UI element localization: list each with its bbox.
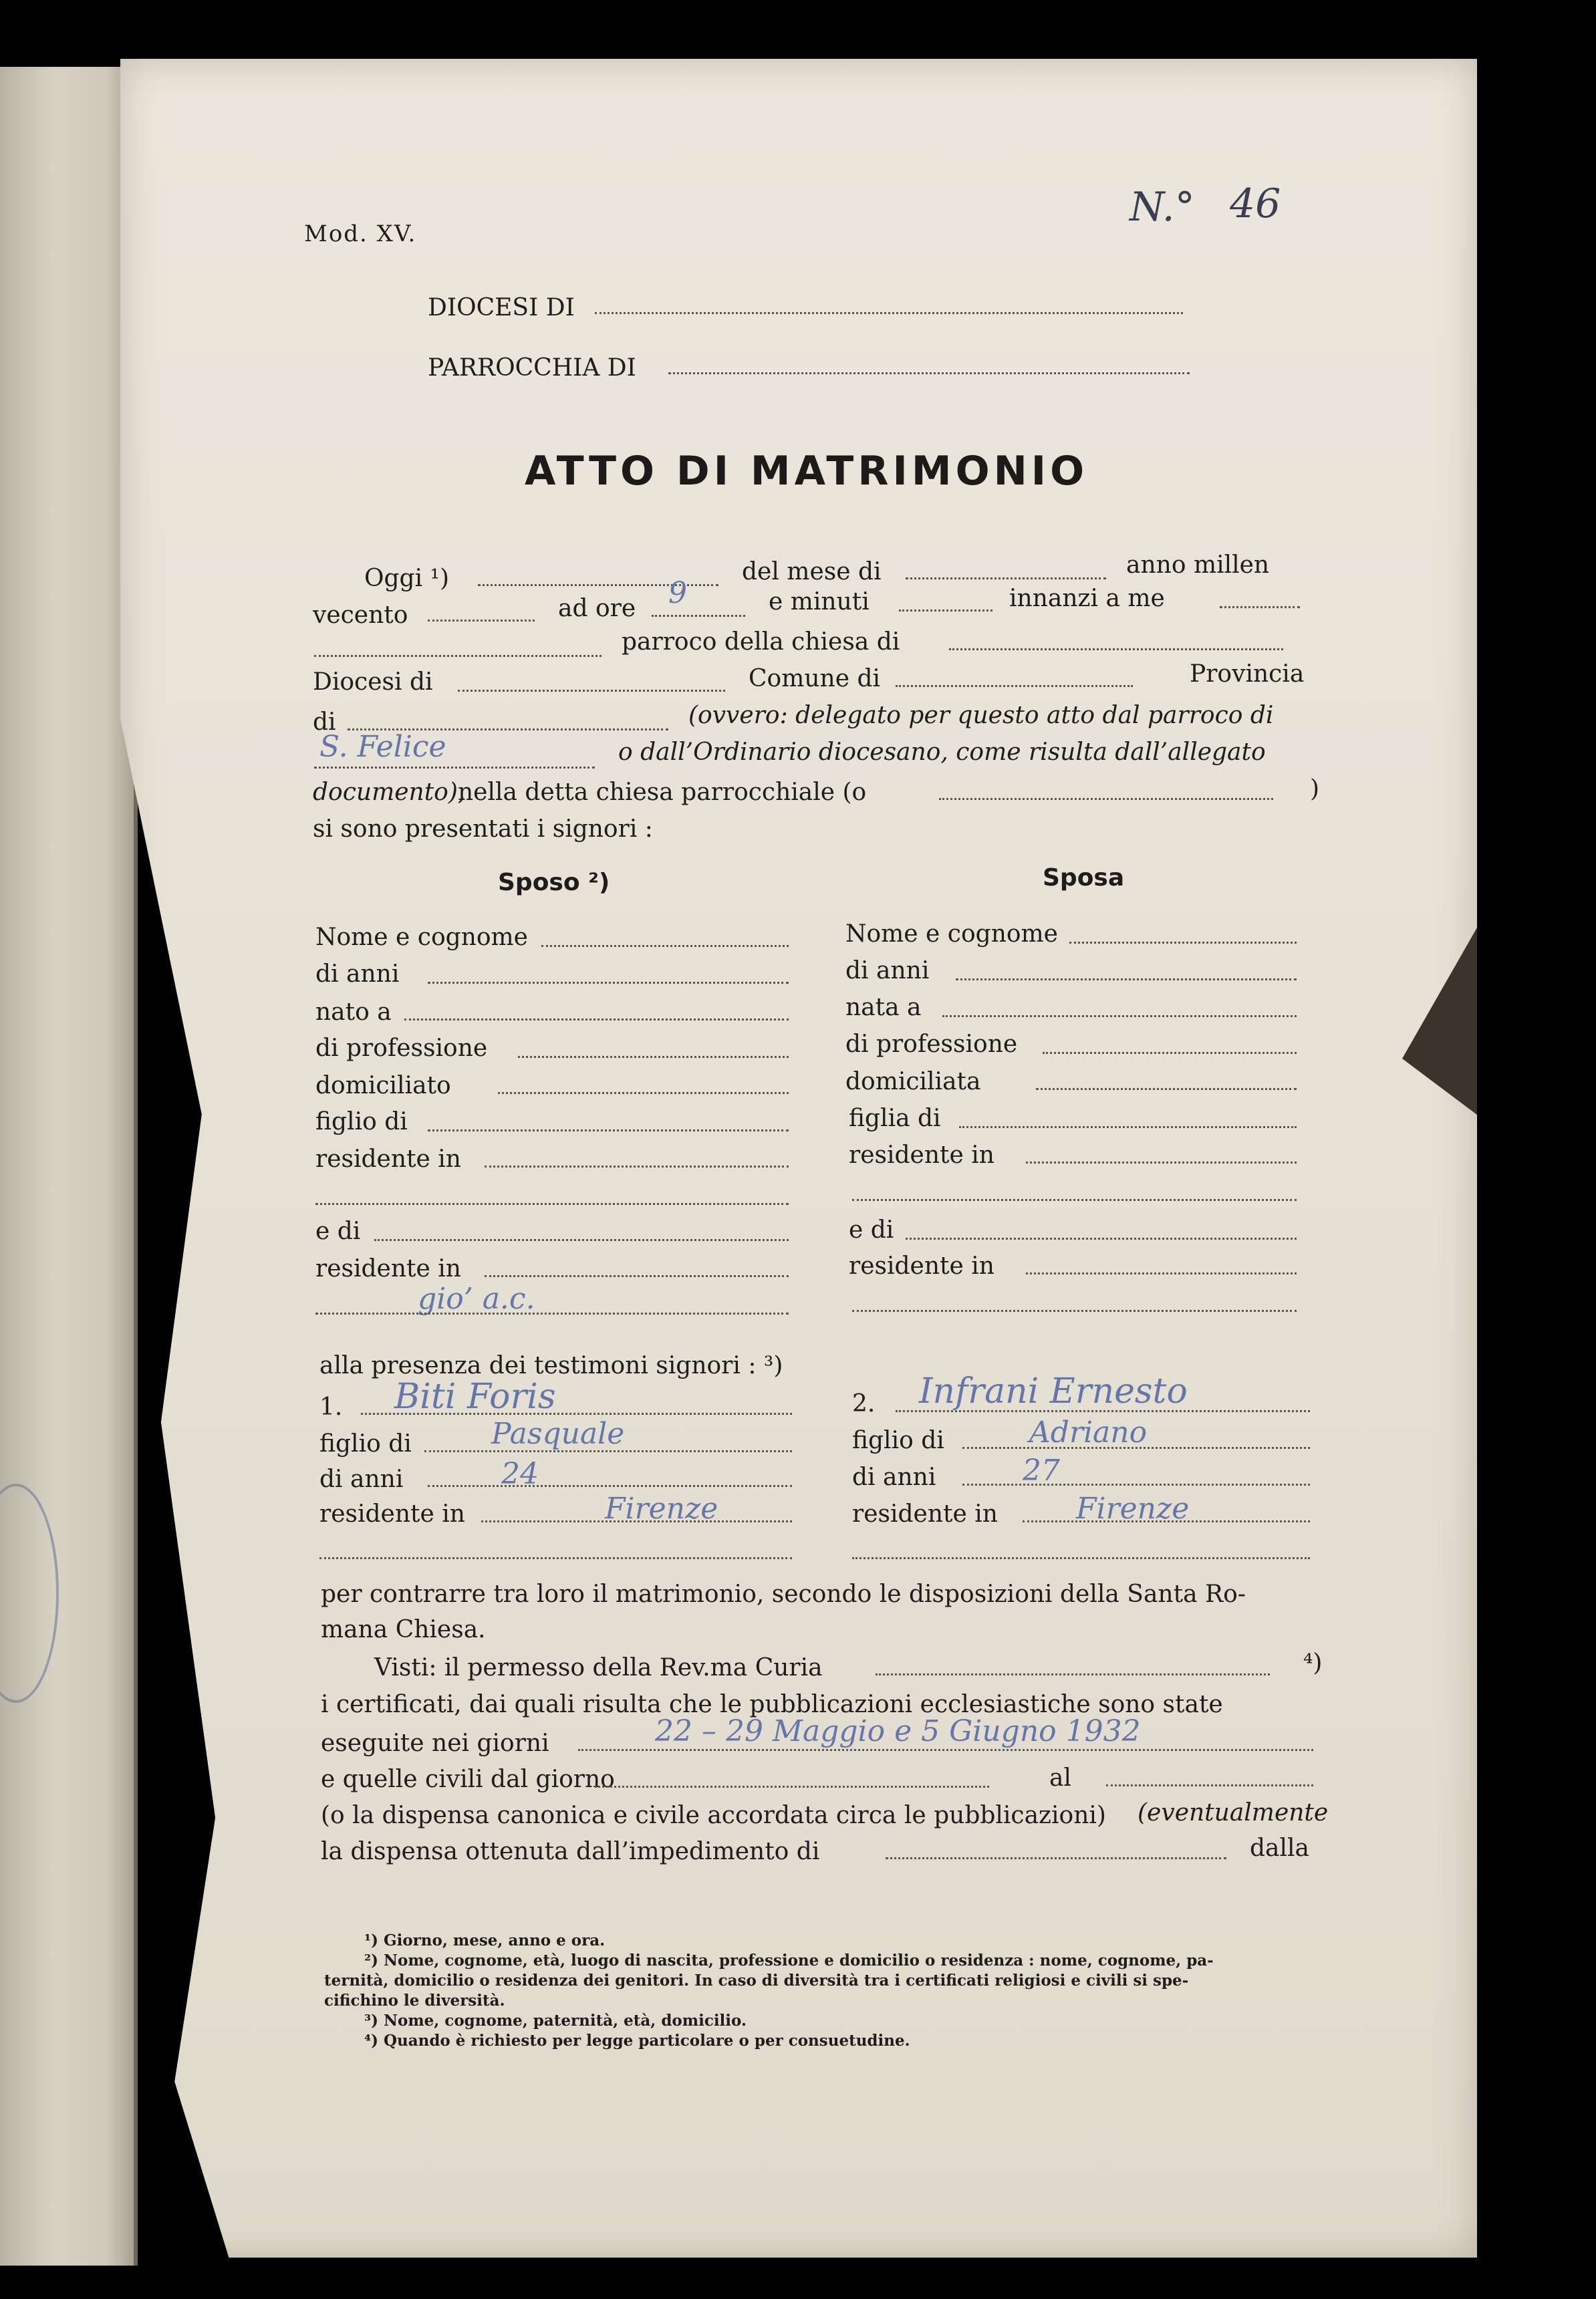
sposa-figlia-line [959,1125,1297,1128]
eseguite-value: 22 – 29 Maggio e 5 Giugno 1932 [655,1714,1141,1748]
sposa-professione-line [1043,1051,1297,1054]
sposa-figlia-label: figlia di [849,1105,941,1132]
t1-figlio-label: figlio di [319,1430,412,1458]
sposo-e-di-label: e di [315,1218,361,1245]
sposo-residente-label: residente in [315,1145,461,1173]
sposa-anni-label: di anni [845,957,930,984]
sposo-nome-line [541,944,789,947]
t2-figlio-value: Adriano [1029,1415,1148,1450]
sposa-anni-line [956,977,1297,980]
ore-line [652,614,745,617]
t2-num: 2. [852,1390,876,1417]
chiesa-alt-line [939,797,1273,800]
civili-from-line [595,1784,989,1788]
visti-line [876,1672,1270,1675]
t2-figlio-label: figlio di [852,1427,944,1454]
sposo-residente2-line [485,1274,789,1277]
dalla-label: dalla [1250,1835,1309,1862]
innanzi-line [1220,605,1300,608]
parrocchia-line [668,371,1190,374]
sposo-anni-line [428,980,789,984]
sposa-extra-line-2 [852,1309,1297,1312]
sposa-residente-label: residente in [849,1141,994,1169]
al-label: al [1049,1764,1071,1792]
ore-value: 9 [668,576,687,610]
footnote-3: ³) Nome, cognome, paternità, età, domicilio. [364,2012,747,2030]
number-label: N.° [1129,184,1195,231]
certificati-text: i certificati, dai quali risulta che le pubblicazioni ecclesiastiche sono state [321,1691,1223,1718]
documento-italic: documento), [313,779,466,806]
footnote-2-cont: ternità, domicilio o residenza dei genitori. In caso di diversità tra i certificati religiosi e civili si spe- [324,1972,1189,1990]
sposa-residente-line [1026,1160,1297,1164]
sposo-residente2-label: residente in [315,1255,461,1282]
comune-label: Comune di [749,665,881,692]
t2-anni-line [962,1482,1310,1486]
innanzi-label: innanzi a me [1009,585,1165,612]
footnote-4: ⁴) Quando è richiesto per legge particolare o per consuetudine. [364,2032,910,2050]
document-title: ATTO DI MATRIMONIO [525,448,1089,495]
ink-stamp-fragment [0,1484,59,1703]
closing-line-1: per contrarre tra loro il matrimonio, secondo le disposizioni della Santa Ro- [321,1581,1246,1608]
paren-close: ) [1310,775,1320,803]
sposo-e-di-line [374,1238,789,1241]
dispensa-text: (o la dispensa canonica e civile accordata circa le pubblicazioni) [321,1802,1106,1829]
provincia-label: Provincia [1190,660,1305,688]
sposa-domicilio-label: domiciliata [845,1068,981,1095]
sposo-domicilio-line [498,1091,789,1094]
eventualmente-text: (eventualmente [1138,1799,1329,1827]
t1-extra-line [319,1556,792,1559]
sposa-nome-label: Nome e cognome [845,920,1058,948]
t1-residente-value: Firenze [605,1492,718,1526]
sposa-heading: Sposa [1043,864,1125,892]
diocesi-line [595,311,1183,314]
impedimento-label: la dispensa ottenuta dall’impedimento di [321,1838,820,1865]
sposo-extra-line [315,1202,789,1205]
t2-anni-label: di anni [852,1464,936,1491]
model-label: Mod. XV. [304,221,417,247]
t1-anni-value: 24 [501,1457,539,1491]
ad-ore-label: ad ore [558,595,636,622]
t2-anni-value: 27 [1023,1454,1060,1488]
sposa-professione-label: di professione [845,1031,1018,1058]
sposo-nato-line [404,1017,789,1021]
di-label: di [313,708,336,736]
chiesa-line [949,647,1283,650]
t2-name-value: Infrani Ernesto [919,1371,1188,1411]
sposo-domicilio-label: domiciliato [315,1072,451,1099]
parroco-name-line [314,654,602,657]
sposo-figlio-label: figlio di [315,1108,408,1135]
vecento-label: vecento [313,601,408,629]
delegato-value: S. Felice [319,730,446,764]
sposa-nata-line [942,1014,1297,1017]
t2-residente-value: Firenze [1076,1492,1190,1526]
footnote-2-end: cifichino le diversità. [324,1992,505,2010]
sposa-nome-line [1069,940,1297,944]
comune-line [896,684,1133,687]
impedimento-line [886,1856,1226,1859]
sposo-nato-label: nato a [315,998,392,1026]
sposo-residente2-value: gio’ a.c. [418,1282,535,1316]
diocesi-di-line [458,688,725,692]
sposa-extra-line [852,1198,1297,1201]
t1-residente-label: residente in [319,1500,465,1528]
minuti-line [899,608,992,612]
sposa-e-di-line [906,1236,1297,1240]
sposo-extra-line-2 [315,1311,789,1315]
t1-figlio-value: Pasquale [491,1417,625,1451]
sposo-professione-line [518,1055,789,1058]
sposa-nata-label: nata a [845,994,922,1021]
sposa-residente2-line [1026,1271,1297,1274]
testimoni-label: alla presenza dei testimoni signori : ³) [319,1352,783,1379]
documento-rest: nella detta chiesa parrocchiale (o [458,779,867,806]
sposo-professione-label: di professione [315,1035,488,1062]
parrocchia-label: PARROCCHIA DI [428,354,636,382]
sposo-figlio-line [428,1128,789,1131]
oggi-label: Oggi ¹) [364,565,450,592]
sposo-anni-label: di anni [315,960,400,988]
footnote-2: ²) Nome, cognome, età, luogo di nascita, professione e domicilio o residenza : nome, cognome, pa- [364,1951,1214,1970]
sposo-residente-line [485,1164,789,1168]
visti-text: Visti: il permesso della Rev.ma Curia [374,1654,823,1681]
parroco-label: parroco della chiesa di [622,628,900,656]
t1-anni-line [428,1484,792,1487]
sposa-residente2-label: residente in [849,1252,994,1280]
t1-num: 1. [319,1393,343,1421]
t2-extra-line [852,1556,1310,1559]
civili-label: e quelle civili dal giorno [321,1766,615,1793]
anno-label: anno millen [1126,551,1270,579]
t1-name-value: Biti Foris [394,1377,556,1417]
del-mese-label: del mese di [742,558,882,585]
delegato-line [314,765,595,769]
sposo-nome-label: Nome e cognome [315,924,528,951]
presentati-text: si sono presentati i signori : [313,815,653,843]
sposo-heading: Sposo ²) [498,869,610,896]
sposa-domicilio-line [1036,1087,1297,1090]
mese-line [906,576,1106,579]
eseguite-label: eseguite nei giorni [321,1730,549,1757]
ovvero-text: (ovvero: delegato per questo atto dal parroco di [688,702,1274,729]
sposa-e-di-label: e di [849,1216,894,1244]
closing-line-2: mana Chiesa. [321,1616,486,1643]
diocesi-di-label: Diocesi di [313,668,433,696]
visti-note: ⁴) [1303,1649,1323,1677]
number-value: 46 [1230,180,1281,227]
ordinario-text: o dall’Ordinario diocesano, come risulta dall’allegato [618,738,1266,766]
civili-to-line [1106,1783,1313,1786]
t2-residente-label: residente in [852,1500,998,1528]
diocesi-label: DIOCESI DI [428,294,575,321]
t1-anni-label: di anni [319,1466,404,1493]
previous-page-edge [0,67,138,2266]
minuti-label: e minuti [769,588,870,616]
anno-value-line [428,618,535,622]
footnote-1: ¹) Giorno, mese, anno e ora. [364,1931,606,1949]
